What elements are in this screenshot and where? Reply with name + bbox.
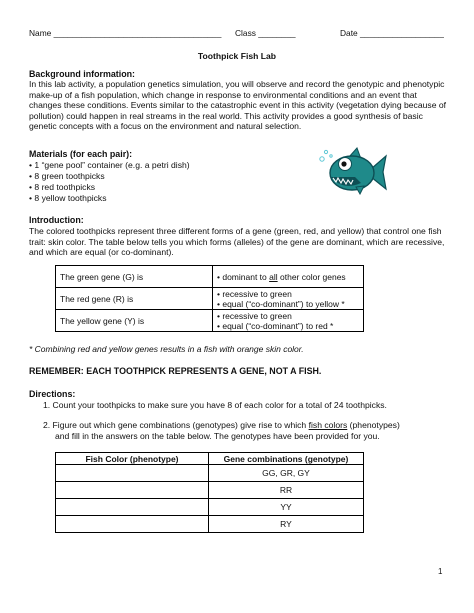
page-number: 1: [438, 567, 443, 576]
fish-color-answer-cell[interactable]: [56, 465, 209, 482]
table-row: [56, 465, 364, 482]
direction-step-2: 2. Figure out which gene combinations (genotypes) give rise to which fish colors (phenotypes): [43, 420, 400, 430]
table-row: [56, 310, 364, 332]
relationship-cell: • recessive to green • equal (“co-dominant”) to yellow *: [213, 288, 364, 310]
fish-color-answer-cell[interactable]: [56, 482, 209, 499]
gene-name-cell: The green gene (G) is: [56, 266, 213, 288]
genotype-cell: YY: [209, 499, 364, 516]
directions-heading: Directions:: [29, 389, 76, 399]
materials-item: • 1 “gene pool” container (e.g. a petri dish): [29, 160, 190, 170]
gene-name-cell: The red gene (R) is: [56, 288, 213, 310]
materials-item: • 8 red toothpicks: [29, 182, 96, 192]
table-row: [56, 266, 364, 288]
footnote: * Combining red and yellow genes results in a fish with orange skin color.: [29, 344, 304, 354]
materials-item: • 8 green toothpicks: [29, 171, 105, 181]
relationship-cell: • recessive to green • equal (“co-dominant”) to red *: [213, 310, 364, 332]
table-row: [56, 499, 364, 516]
document-title: Toothpick Fish Lab: [197, 51, 277, 61]
gene-dominance-table: [55, 265, 364, 332]
background-paragraph: In this lab activity, a population genetics simulation, you will observe and record the genotypic and phenotypic make-up of a fish population, which change in response to environmental conditions and an event that changes these conditions. Events similar to the catastrophic event in this activity (vegetation dying because of pollution) could happen in real streams in the real world. This activity provides a good synthesis of basic genetic concepts with a focus on the environment and natural selection.: [29, 79, 447, 132]
remember-note: REMEMBER: EACH TOOTHPICK REPRESENTS A GENE, NOT A FISH.: [29, 366, 322, 376]
direction-step-2-continued: and fill in the answers on the table below. The genotypes have been provided for you.: [55, 431, 380, 441]
date-field-label: Date __________________: [340, 28, 444, 38]
table-row: [56, 288, 364, 310]
genotype-cell: RY: [209, 516, 364, 533]
genotype-cell: GG, GR, GY: [209, 465, 364, 482]
table-row: [56, 516, 364, 533]
gene-name-cell: The yellow gene (Y) is: [56, 310, 213, 332]
relationship-cell: • dominant to all other color genes: [213, 266, 364, 288]
background-heading: Background information:: [29, 69, 136, 79]
introduction-heading: Introduction:: [29, 215, 84, 225]
genotype-cell: RR: [209, 482, 364, 499]
name-field-label: Name ____________________________________: [29, 28, 222, 38]
introduction-paragraph: The colored toothpicks represent three different forms of a gene (green, red, and yellow) that control one fish trait: skin color. The table below tells you which forms (alleles) of the gene are dominant, which are recessive, and which are equal (or co-dominant).: [29, 226, 445, 258]
piranha-fish-image: [319, 147, 387, 195]
table-header-row: [56, 453, 364, 465]
table-row: [56, 482, 364, 499]
column-header-phenotype: Fish Color (phenotype): [56, 453, 209, 465]
materials-item: • 8 yellow toothpicks: [29, 193, 107, 203]
class-field-label: Class ________: [235, 28, 296, 38]
phenotype-genotype-table: [55, 452, 364, 533]
fish-color-answer-cell[interactable]: [56, 499, 209, 516]
fish-color-answer-cell[interactable]: [56, 516, 209, 533]
column-header-genotype: Gene combinations (genotype): [209, 453, 364, 465]
materials-heading: Materials (for each pair):: [29, 149, 133, 159]
direction-step-1: 1. Count your toothpicks to make sure you have 8 of each color for a total of 24 toothpicks.: [43, 400, 387, 410]
